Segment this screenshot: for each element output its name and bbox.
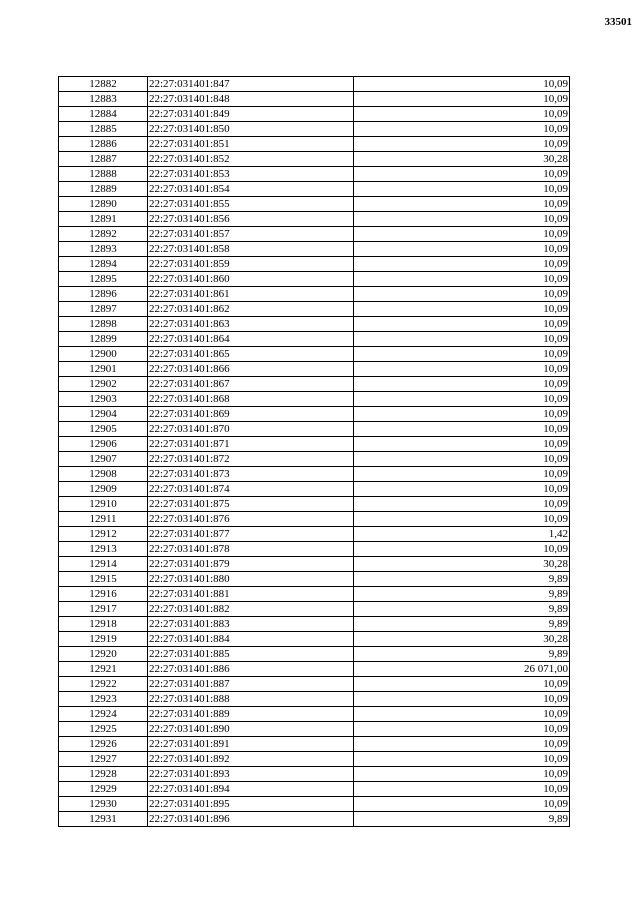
cadastral-number-cell: 22:27:031401:857: [148, 227, 354, 242]
row-number-cell: 12916: [59, 587, 148, 602]
area-value-cell: 10,09: [354, 182, 570, 197]
table-row: [59, 557, 570, 572]
row-number-cell: 12914: [59, 557, 148, 572]
row-number-cell: 12919: [59, 632, 148, 647]
area-value-cell: 10,09: [354, 752, 570, 767]
table-row: [59, 677, 570, 692]
table-row: [59, 422, 570, 437]
row-number-cell: 12898: [59, 317, 148, 332]
cadastral-number-cell: 22:27:031401:891: [148, 737, 354, 752]
cadastral-number-cell: 22:27:031401:888: [148, 692, 354, 707]
row-number-cell: 12909: [59, 482, 148, 497]
cadastral-number-cell: 22:27:031401:858: [148, 242, 354, 257]
cadastral-number-cell: 22:27:031401:856: [148, 212, 354, 227]
row-number-cell: 12902: [59, 377, 148, 392]
table-row: [59, 482, 570, 497]
row-number-cell: 12915: [59, 572, 148, 587]
row-number-cell: 12895: [59, 272, 148, 287]
table-row: [59, 662, 570, 677]
cadastral-number-cell: 22:27:031401:849: [148, 107, 354, 122]
row-number-cell: 12886: [59, 137, 148, 152]
table-row: [59, 647, 570, 662]
table-row: [59, 467, 570, 482]
table-row: [59, 737, 570, 752]
cadastral-number-cell: 22:27:031401:854: [148, 182, 354, 197]
area-value-cell: 30,28: [354, 632, 570, 647]
area-value-cell: 10,09: [354, 302, 570, 317]
cadastral-number-cell: 22:27:031401:896: [148, 812, 354, 827]
cadastral-number-cell: 22:27:031401:860: [148, 272, 354, 287]
cadastral-number-cell: 22:27:031401:885: [148, 647, 354, 662]
cadastral-number-cell: 22:27:031401:850: [148, 122, 354, 137]
area-value-cell: 10,09: [354, 677, 570, 692]
area-value-cell: 10,09: [354, 257, 570, 272]
area-value-cell: 9,89: [354, 587, 570, 602]
cadastral-number-cell: 22:27:031401:894: [148, 782, 354, 797]
table-row: [59, 542, 570, 557]
table-row: [59, 587, 570, 602]
table-row: [59, 317, 570, 332]
cadastral-number-cell: 22:27:031401:861: [148, 287, 354, 302]
row-number-cell: 12896: [59, 287, 148, 302]
area-value-cell: 10,09: [354, 347, 570, 362]
area-value-cell: 10,09: [354, 227, 570, 242]
cadastral-number-cell: 22:27:031401:895: [148, 797, 354, 812]
row-number-cell: 12899: [59, 332, 148, 347]
area-value-cell: 10,09: [354, 482, 570, 497]
table-row: [59, 602, 570, 617]
table-row: [59, 182, 570, 197]
cadastral-number-cell: 22:27:031401:870: [148, 422, 354, 437]
area-value-cell: 10,09: [354, 197, 570, 212]
table-row: [59, 302, 570, 317]
row-number-cell: 12907: [59, 452, 148, 467]
cadastral-number-cell: 22:27:031401:884: [148, 632, 354, 647]
area-value-cell: 10,09: [354, 437, 570, 452]
table-row: [59, 497, 570, 512]
table-row: [59, 377, 570, 392]
cadastral-number-cell: 22:27:031401:890: [148, 722, 354, 737]
cadastral-number-cell: 22:27:031401:880: [148, 572, 354, 587]
cadastral-number-cell: 22:27:031401:883: [148, 617, 354, 632]
table-row: [59, 77, 570, 92]
table-row: [59, 692, 570, 707]
row-number-cell: 12913: [59, 542, 148, 557]
row-number-cell: 12890: [59, 197, 148, 212]
table-row: [59, 527, 570, 542]
table-row: [59, 617, 570, 632]
cadastral-number-cell: 22:27:031401:869: [148, 407, 354, 422]
cadastral-number-cell: 22:27:031401:871: [148, 437, 354, 452]
area-value-cell: 10,09: [354, 512, 570, 527]
page-number: 33501: [604, 16, 632, 28]
area-value-cell: 10,09: [354, 422, 570, 437]
row-number-cell: 12924: [59, 707, 148, 722]
cadastral-number-cell: 22:27:031401:868: [148, 392, 354, 407]
area-value-cell: 10,09: [354, 542, 570, 557]
cadastral-number-cell: 22:27:031401:855: [148, 197, 354, 212]
table-row: [59, 152, 570, 167]
table-row: [59, 392, 570, 407]
row-number-cell: 12926: [59, 737, 148, 752]
cadastral-number-cell: 22:27:031401:851: [148, 137, 354, 152]
area-value-cell: 1,42: [354, 527, 570, 542]
row-number-cell: 12927: [59, 752, 148, 767]
area-value-cell: 10,09: [354, 407, 570, 422]
row-number-cell: 12912: [59, 527, 148, 542]
area-value-cell: 10,09: [354, 212, 570, 227]
cadastral-number-cell: 22:27:031401:887: [148, 677, 354, 692]
cadastral-number-cell: 22:27:031401:863: [148, 317, 354, 332]
area-value-cell: 10,09: [354, 107, 570, 122]
cadastral-number-cell: 22:27:031401:862: [148, 302, 354, 317]
row-number-cell: 12894: [59, 257, 148, 272]
row-number-cell: 12920: [59, 647, 148, 662]
area-value-cell: 10,09: [354, 467, 570, 482]
table-row: [59, 707, 570, 722]
area-value-cell: 10,09: [354, 737, 570, 752]
row-number-cell: 12893: [59, 242, 148, 257]
cadastral-number-cell: 22:27:031401:865: [148, 347, 354, 362]
row-number-cell: 12888: [59, 167, 148, 182]
table-row: [59, 572, 570, 587]
area-value-cell: 10,09: [354, 797, 570, 812]
area-value-cell: 9,89: [354, 572, 570, 587]
cadastral-number-cell: 22:27:031401:872: [148, 452, 354, 467]
row-number-cell: 12905: [59, 422, 148, 437]
row-number-cell: 12928: [59, 767, 148, 782]
cadastral-number-cell: 22:27:031401:847: [148, 77, 354, 92]
area-value-cell: 10,09: [354, 392, 570, 407]
row-number-cell: 12883: [59, 92, 148, 107]
area-value-cell: 10,09: [354, 167, 570, 182]
row-number-cell: 12922: [59, 677, 148, 692]
cadastral-number-cell: 22:27:031401:889: [148, 707, 354, 722]
area-value-cell: 26 071,00: [354, 662, 570, 677]
table-row: [59, 92, 570, 107]
area-value-cell: 10,09: [354, 137, 570, 152]
area-value-cell: 10,09: [354, 242, 570, 257]
row-number-cell: 12921: [59, 662, 148, 677]
area-value-cell: 10,09: [354, 332, 570, 347]
cadastral-table: [58, 76, 570, 827]
row-number-cell: 12929: [59, 782, 148, 797]
table-row: [59, 407, 570, 422]
table-row: [59, 107, 570, 122]
cadastral-number-cell: 22:27:031401:879: [148, 557, 354, 572]
row-number-cell: 12930: [59, 797, 148, 812]
area-value-cell: 10,09: [354, 722, 570, 737]
table-row: [59, 362, 570, 377]
table-row: [59, 767, 570, 782]
cadastral-number-cell: 22:27:031401:864: [148, 332, 354, 347]
cadastral-number-cell: 22:27:031401:878: [148, 542, 354, 557]
table-row: [59, 242, 570, 257]
row-number-cell: 12897: [59, 302, 148, 317]
cadastral-number-cell: 22:27:031401:859: [148, 257, 354, 272]
area-value-cell: 10,09: [354, 92, 570, 107]
cadastral-number-cell: 22:27:031401:892: [148, 752, 354, 767]
row-number-cell: 12900: [59, 347, 148, 362]
table-row: [59, 782, 570, 797]
cadastral-number-cell: 22:27:031401:882: [148, 602, 354, 617]
table-row: [59, 437, 570, 452]
row-number-cell: 12918: [59, 617, 148, 632]
cadastral-number-cell: 22:27:031401:873: [148, 467, 354, 482]
row-number-cell: 12911: [59, 512, 148, 527]
row-number-cell: 12910: [59, 497, 148, 512]
cadastral-number-cell: 22:27:031401:852: [148, 152, 354, 167]
area-value-cell: 10,09: [354, 317, 570, 332]
table-row: [59, 287, 570, 302]
row-number-cell: 12884: [59, 107, 148, 122]
table-row: [59, 752, 570, 767]
cadastral-number-cell: 22:27:031401:875: [148, 497, 354, 512]
table-body: [59, 77, 570, 827]
table-row: [59, 212, 570, 227]
row-number-cell: 12906: [59, 437, 148, 452]
table-row: [59, 332, 570, 347]
cadastral-number-cell: 22:27:031401:867: [148, 377, 354, 392]
table-row: [59, 272, 570, 287]
table-row: [59, 632, 570, 647]
table-row: [59, 137, 570, 152]
area-value-cell: 10,09: [354, 362, 570, 377]
table-row: [59, 167, 570, 182]
row-number-cell: 12889: [59, 182, 148, 197]
area-value-cell: 9,89: [354, 602, 570, 617]
area-value-cell: 10,09: [354, 707, 570, 722]
row-number-cell: 12885: [59, 122, 148, 137]
row-number-cell: 12892: [59, 227, 148, 242]
cadastral-number-cell: 22:27:031401:893: [148, 767, 354, 782]
row-number-cell: 12887: [59, 152, 148, 167]
cadastral-number-cell: 22:27:031401:876: [148, 512, 354, 527]
table-row: [59, 122, 570, 137]
row-number-cell: 12931: [59, 812, 148, 827]
row-number-cell: 12903: [59, 392, 148, 407]
area-value-cell: 9,89: [354, 617, 570, 632]
row-number-cell: 12925: [59, 722, 148, 737]
row-number-cell: 12891: [59, 212, 148, 227]
table-row: [59, 227, 570, 242]
cadastral-number-cell: 22:27:031401:866: [148, 362, 354, 377]
table-row: [59, 722, 570, 737]
cadastral-number-cell: 22:27:031401:848: [148, 92, 354, 107]
area-value-cell: 10,09: [354, 377, 570, 392]
area-value-cell: 10,09: [354, 782, 570, 797]
area-value-cell: 10,09: [354, 497, 570, 512]
table-row: [59, 512, 570, 527]
cadastral-number-cell: 22:27:031401:853: [148, 167, 354, 182]
cadastral-number-cell: 22:27:031401:886: [148, 662, 354, 677]
row-number-cell: 12923: [59, 692, 148, 707]
table-row: [59, 797, 570, 812]
area-value-cell: 9,89: [354, 647, 570, 662]
table-row: [59, 812, 570, 827]
table-row: [59, 452, 570, 467]
area-value-cell: 10,09: [354, 287, 570, 302]
area-value-cell: 9,89: [354, 812, 570, 827]
area-value-cell: 10,09: [354, 692, 570, 707]
row-number-cell: 12904: [59, 407, 148, 422]
cadastral-number-cell: 22:27:031401:874: [148, 482, 354, 497]
table-row: [59, 347, 570, 362]
cadastral-number-cell: 22:27:031401:877: [148, 527, 354, 542]
area-value-cell: 30,28: [354, 557, 570, 572]
area-value-cell: 10,09: [354, 452, 570, 467]
area-value-cell: 10,09: [354, 77, 570, 92]
table-row: [59, 257, 570, 272]
area-value-cell: 30,28: [354, 152, 570, 167]
row-number-cell: 12882: [59, 77, 148, 92]
area-value-cell: 10,09: [354, 272, 570, 287]
row-number-cell: 12908: [59, 467, 148, 482]
area-value-cell: 10,09: [354, 122, 570, 137]
table-row: [59, 197, 570, 212]
row-number-cell: 12917: [59, 602, 148, 617]
area-value-cell: 10,09: [354, 767, 570, 782]
row-number-cell: 12901: [59, 362, 148, 377]
cadastral-number-cell: 22:27:031401:881: [148, 587, 354, 602]
